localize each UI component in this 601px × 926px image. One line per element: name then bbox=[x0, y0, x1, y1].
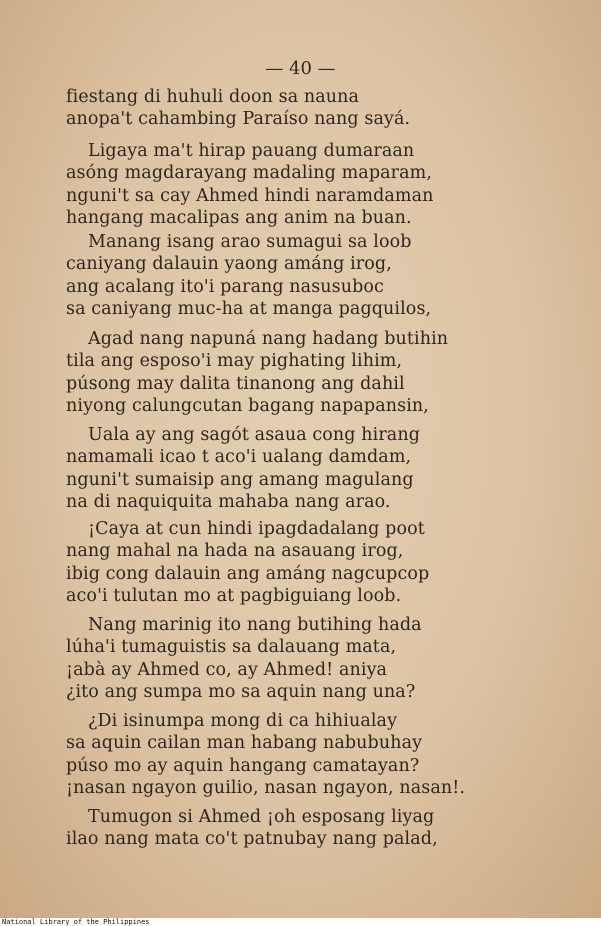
verse-line: nguni't sumaisip ang amang magulang bbox=[66, 469, 414, 490]
verse-line: namamali icao t aco'i ualang damdam, bbox=[66, 447, 412, 468]
stanza-6 bbox=[66, 518, 486, 608]
verse-line: púso mo ay aquin hangang camatayan? bbox=[66, 755, 420, 776]
verse-line: sa caniyang muc-ha at manga pagquilos, bbox=[66, 299, 432, 320]
verse-line: anopa't cahambing Paraíso nang sayá. bbox=[66, 109, 411, 130]
verse-line: ¿ito ang sumpa mo sa aquin nang una? bbox=[66, 682, 416, 703]
verse-line: ¡nasan ngayon guilio, nasan ngayon, nasan!. bbox=[66, 778, 466, 799]
verse-line: lúha'i tumaguistis sa dalauang mata, bbox=[66, 637, 397, 658]
stanza-3 bbox=[66, 231, 486, 321]
verse-line: púsong may dalita tinanong ang dahil bbox=[66, 373, 405, 394]
stanza-5 bbox=[66, 424, 486, 514]
verse-line: Agad nang napuná nang hadang butihin bbox=[88, 329, 449, 349]
verse-line: na di naquiquita mahaba nang arao. bbox=[66, 492, 391, 513]
stanza-8 bbox=[66, 710, 486, 800]
verse-line: ¡abà ay Ahmed co, ay Ahmed! aniya bbox=[66, 659, 388, 680]
stanza-7 bbox=[66, 614, 486, 704]
verse-line: aco'i tulutan mo at pagbiguiang loob. bbox=[66, 586, 402, 607]
stanza-1 bbox=[66, 86, 486, 131]
verse-line: Nang marinig ito nang butihing hada bbox=[88, 615, 422, 635]
footer-credit: National Library of the Philippines bbox=[2, 918, 150, 926]
verse-line: asóng magdarayang madaling maparam, bbox=[66, 163, 433, 184]
verse-line: caniyang dalauin yaong amáng irog, bbox=[66, 254, 392, 275]
stanza-9 bbox=[66, 806, 486, 851]
page-number: — 40 — bbox=[265, 58, 336, 79]
verse-line: Uala ay ang sagót asaua cong hirang bbox=[88, 425, 421, 445]
verse-line: Manang isang arao sumagui sa loob bbox=[88, 232, 412, 252]
verse-line: sa aquin cailan man habang nabubuhay bbox=[66, 733, 423, 754]
verse-line: niyong calungcutan bagang napapansin, bbox=[66, 396, 429, 417]
verse-line: ¡Caya at cun hindi ipagdadalang poot bbox=[88, 519, 425, 539]
verse-line: hangang macalipas ang anim na buan. bbox=[66, 208, 412, 229]
verse-line: fiestang di huhuli doon sa nauna bbox=[66, 87, 360, 107]
stanza-4 bbox=[66, 328, 486, 418]
verse-line: ang acalang ito'i parang nasusuboc bbox=[66, 276, 384, 297]
verse-line: ¿Di isinumpa mong di ca hihiualay bbox=[88, 711, 398, 731]
verse-line: tila ang esposo'i may pighating lihim, bbox=[66, 351, 403, 372]
verse-line: ibig cong dalauin ang amáng nagcupcop bbox=[66, 563, 430, 584]
verse-line: Ligaya ma't hirap pauang dumaraan bbox=[88, 141, 415, 161]
verse-line: nang mahal na hada na asauang irog, bbox=[66, 541, 404, 562]
verse-line: nguni't sa cay Ahmed hindi naramdaman bbox=[66, 185, 434, 206]
verse-line: Tumugon si Ahmed ¡oh esposang liyag bbox=[88, 807, 435, 827]
stanza-2 bbox=[66, 140, 486, 230]
verse-line: ilao nang mata co't patnubay nang palad, bbox=[66, 829, 438, 850]
